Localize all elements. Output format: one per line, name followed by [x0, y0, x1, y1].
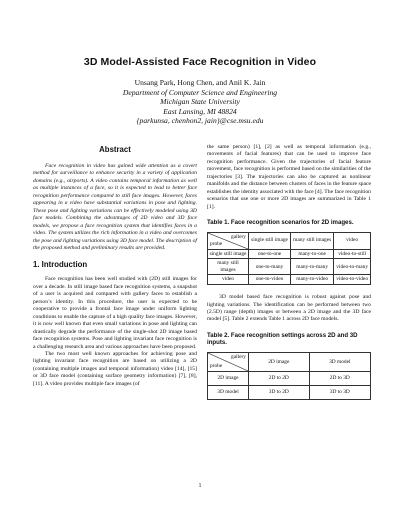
table-cell: video-to-video	[334, 275, 371, 285]
paper-title: 3D Model-Assisted Face Recognition in Video	[83, 56, 317, 68]
table-cell: one-to-video	[249, 275, 291, 285]
left-column	[33, 145, 197, 388]
intro-heading: 1. Introduction	[33, 260, 88, 270]
row-header: 2D image	[208, 372, 249, 386]
column-header: 3D model	[309, 353, 370, 372]
author-block	[0, 78, 400, 126]
right-paragraph-1: the same person) [1], [2] as well as temporal information (e.g., movements of facial features) that can be used to improve face recognition performance. Given the trajectories of facial feature movement, face recognition is performed based on the similarities of the trajectories [3]. The trajectories can also be captured as nonlinear manifolds and the distance between clusters of faces in the feature space establishes the identity associated with the face [4]. The face recognition scenarios that use one or more 2D images are summarized in Table 1 [1].	[207, 144, 371, 210]
column-header: single still image	[249, 232, 291, 249]
table-cell: one-to-many	[249, 259, 291, 275]
author-department: Department of Computer Science and Engineering	[122, 87, 278, 97]
probe-label: probe	[210, 241, 223, 248]
table-cell: one-to-one	[249, 249, 291, 259]
table-cell: many-to-one	[291, 249, 334, 259]
table-row	[208, 259, 371, 275]
author-emails: {parkunsa, chenhon2, jain}@cse.msu.edu	[136, 116, 264, 126]
table1-caption: Table 1. Face recognition scenarios for 2D images.	[207, 219, 354, 227]
author-university: Michigan State University	[160, 97, 240, 107]
table-cell: video-to-many	[334, 259, 371, 275]
table-cell: 2D to 2D	[249, 372, 310, 386]
right-column	[207, 144, 371, 400]
page-number: 1	[198, 483, 202, 489]
table-row	[208, 232, 371, 249]
gallery-label: gallery	[231, 354, 246, 361]
column-header: many still images	[291, 232, 334, 249]
table-cell: video-to-still	[334, 249, 371, 259]
row-header: video	[208, 275, 249, 285]
column-header: 2D image	[249, 353, 310, 372]
gallery-label: gallery	[231, 233, 246, 240]
author-city: East Lansing, MI 48824	[163, 106, 237, 116]
table-row	[208, 275, 371, 285]
row-header: 3D model	[208, 386, 249, 400]
author-names: Unsang Park, Hong Chen, and Anil K. Jain	[134, 78, 266, 87]
intro-paragraph-2: The two most well known approaches for achieving pose and lighting invariant face recognition are based on utilizing a 2D (containing multiple images and temporal information) video [14], [15] or 3D face model (containing surface geometry information) [7], [8], [11]. A video provides multiple face images (of	[33, 350, 197, 387]
table-cell: 3D to 3D	[309, 386, 370, 400]
abstract-heading: Abstract	[99, 145, 131, 154]
table-row	[208, 386, 371, 400]
table1	[207, 232, 371, 285]
table2-corner-cell	[208, 353, 249, 372]
table-row	[208, 249, 371, 259]
table2	[207, 352, 371, 400]
column-header: video	[334, 232, 371, 249]
row-header: single still image	[208, 249, 249, 259]
table-cell: 3D to 2D	[249, 386, 310, 400]
table2-caption: Table 2. Face recognition settings across 2D and 3D inputs.	[207, 331, 358, 347]
table1-corner-cell	[208, 232, 249, 249]
table-cell: many-to-many	[291, 259, 334, 275]
row-header: many still images	[208, 259, 249, 275]
table-cell: 2D to 3D	[309, 372, 370, 386]
table-cell: many-to-video	[291, 275, 334, 285]
right-paragraph-2: 3D model based face recognition is robust against pose and lighting variations. The identification can be performed between two (2.5D) range (depth) images or between a 2D image and the 3D face model [5]. Table 2 extends Table 1 across 2D face models.	[207, 294, 371, 323]
probe-label: probe	[210, 363, 223, 370]
abstract-text: Face recognition in video has gained wide attention as a covert method for surveillance to enhance security in a variety of application domains (e.g., airports). A video contains temporal information as well as multiple instances of a face, so it is expected to lead to better face recognition performance compared to still face images. However, faces appearing in a video have substantial variations in pose and lighting. These pose and lighting variations can be effectively modeled using 3D face models. Combining the advantages of 2D video and 3D face models, we propose a face recognition system that identifies faces in a video. The system utilizes the rich information in a video and overcomes the pose and lighting variations using 3D face model. The description of the proposed method and preliminary results are provided.	[33, 163, 197, 251]
table-row	[208, 372, 371, 386]
table-row	[208, 353, 371, 372]
intro-paragraph-1: Face recognition has been well studied with (2D) still images for over a decade. In still image based face recognition systems, a snapshot of a user is acquired and compared with gallery faces to establish a person’s identity. In this procedure, the user is expected to be cooperative to provide a frontal face image under uniform lighting conditions to enable the capture of a high quality face images. However, it is now well known that even small variations in pose and lighting can drastically degrade the performance of the single-shot 2D image based face recognition systems. Pose and lighting invariant face recognition is a challenging research area and various approaches have been proposed.	[33, 276, 197, 350]
